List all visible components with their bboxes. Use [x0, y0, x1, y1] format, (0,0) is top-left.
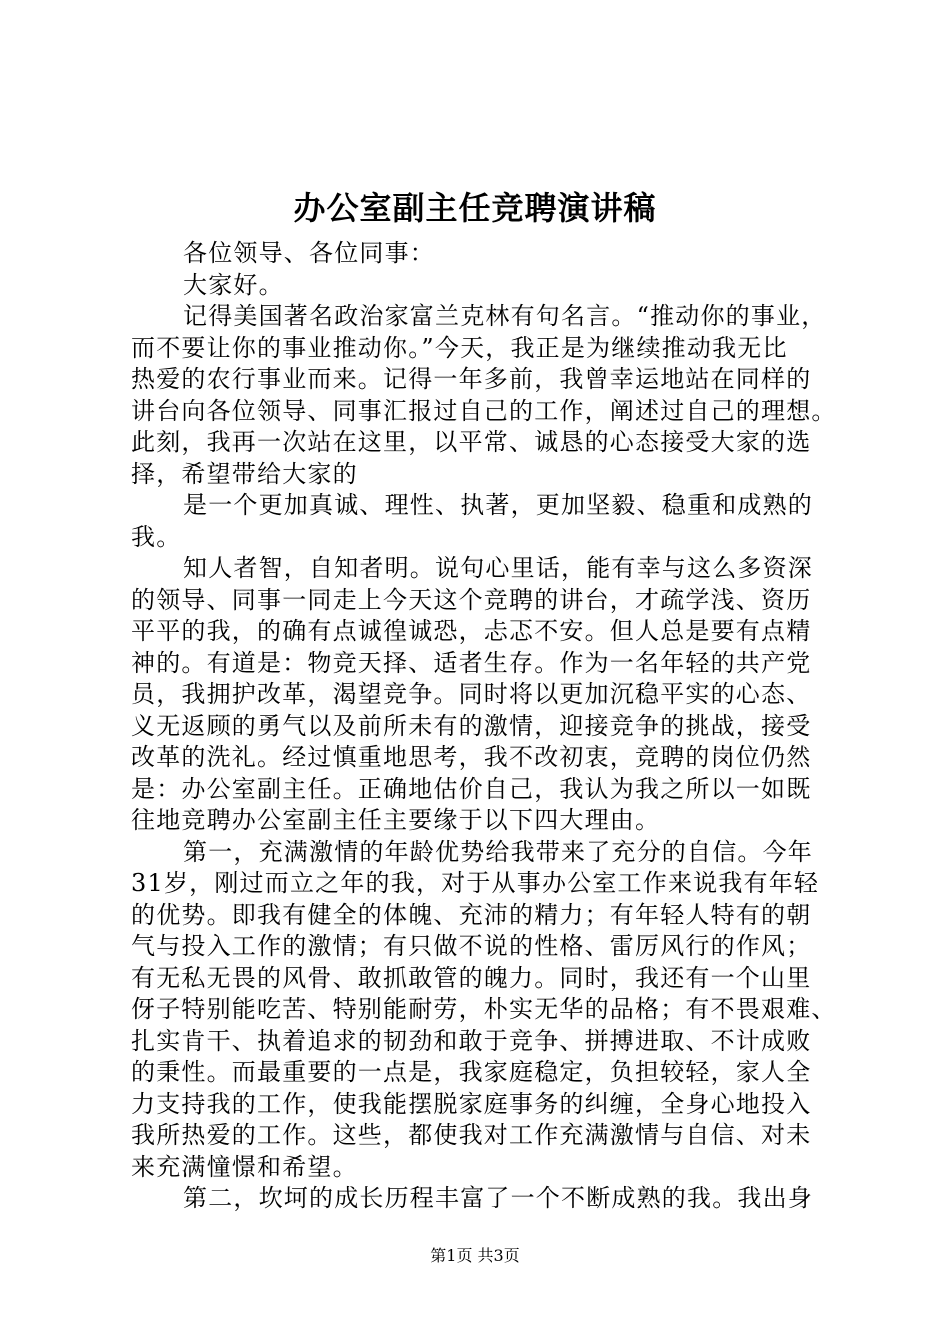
text-line: 各位领导、各位同事： [183, 239, 435, 267]
text-line: 知人者智，自知者明。说句心里话，能有幸与这么多资深 [183, 554, 813, 582]
text-line: 气与投入工作的激情；有只做不说的性格、雷厉风行的作风； [131, 932, 812, 960]
text-line: 我。 [131, 522, 182, 551]
text-line: 的秉性。而最重要的一点是，我家庭稳定，负担较轻，家人全 [131, 1058, 812, 1086]
text-line: 改革的洗礼。经过慎重地思考，我不改初衷，竞聘的岗位仍然 [131, 743, 812, 771]
document-body [131, 238, 837, 1215]
text-line: 义无返顾的勇气以及前所未有的激情，迎接竞争的挑战，接受 [131, 711, 812, 740]
text-line: 员，我拥护改革，渴望竞争。同时将以更加沉稳平实的心态、 [131, 680, 812, 708]
text-line: 是一个更加真诚、理性、执著，更加坚毅、稳重和成熟的 [183, 491, 813, 519]
text-line: 的领导、同事一同走上今天这个竞聘的讲台，才疏学浅、资历 [131, 585, 812, 614]
text-line: 来充满憧憬和希望。 [131, 1152, 358, 1181]
text-line: 有无私无畏的风骨、敢抓敢管的魄力。同时，我还有一个山里 [131, 963, 812, 992]
text-line: 讲台向各位领导、同事汇报过自己的工作，阐述过自己的理想。 [131, 396, 837, 425]
text-line: 往地竞聘办公室副主任主要缘于以下四大理由。 [131, 806, 661, 834]
text-line: 平平的我，的确有点诚徨诚恐，忐忑不安。但人总是要有点精 [131, 617, 812, 645]
page-footer: 第1页 共3页 [430, 1246, 520, 1265]
text-line: 第一，充满激情的年龄优势给我带来了充分的自信。今年 [183, 837, 813, 866]
text-line: 第二，坎坷的成长历程丰富了一个不断成熟的我。我出身 [183, 1184, 813, 1212]
text-line: 记得美国著名政治家富兰克林有句名言。“推动你的事业， [183, 302, 827, 330]
text-line: 我所热爱的工作。这些，都使我对工作充满激情与自信、对未 [131, 1121, 812, 1149]
text-line: 热爱的农行事业而来。记得一年多前，我曾幸运地站在同样的 [131, 365, 812, 393]
text-line: 伢子特别能吃苦、特别能耐劳，朴实无华的品格；有不畏艰难、 [131, 995, 837, 1023]
text-line: 而不要让你的事业推动你。”今天，我正是为继续推动我无比 [131, 333, 788, 362]
text-line: 是：办公室副主任。正确地估价自己，我认为我之所以一如既 [131, 774, 812, 803]
text-line: 此刻，我再一次站在这里，以平常、诚恳的心态接受大家的选 [131, 428, 812, 456]
document-title: 办公室副主任竞聘演讲稿 [293, 189, 657, 227]
text-line: 择，希望带给大家的 [131, 459, 358, 488]
text-line: 31岁，刚过而立之年的我，对于从事办公室工作来说我有年轻 [131, 869, 820, 897]
text-line: 力支持我的工作，使我能摆脱家庭事务的纠缠，全身心地投入 [131, 1089, 812, 1118]
text-line: 的优势。即我有健全的体魄、充沛的精力；有年轻人特有的朝 [131, 900, 812, 929]
text-line: 神的。有道是：物竞天择、适者生存。作为一名年轻的共产党 [131, 648, 812, 677]
text-line: 扎实肯干、执着追求的韧劲和敢于竞争、拼搏进取、不计成败 [131, 1026, 812, 1055]
text-line: 大家好。 [183, 270, 284, 299]
